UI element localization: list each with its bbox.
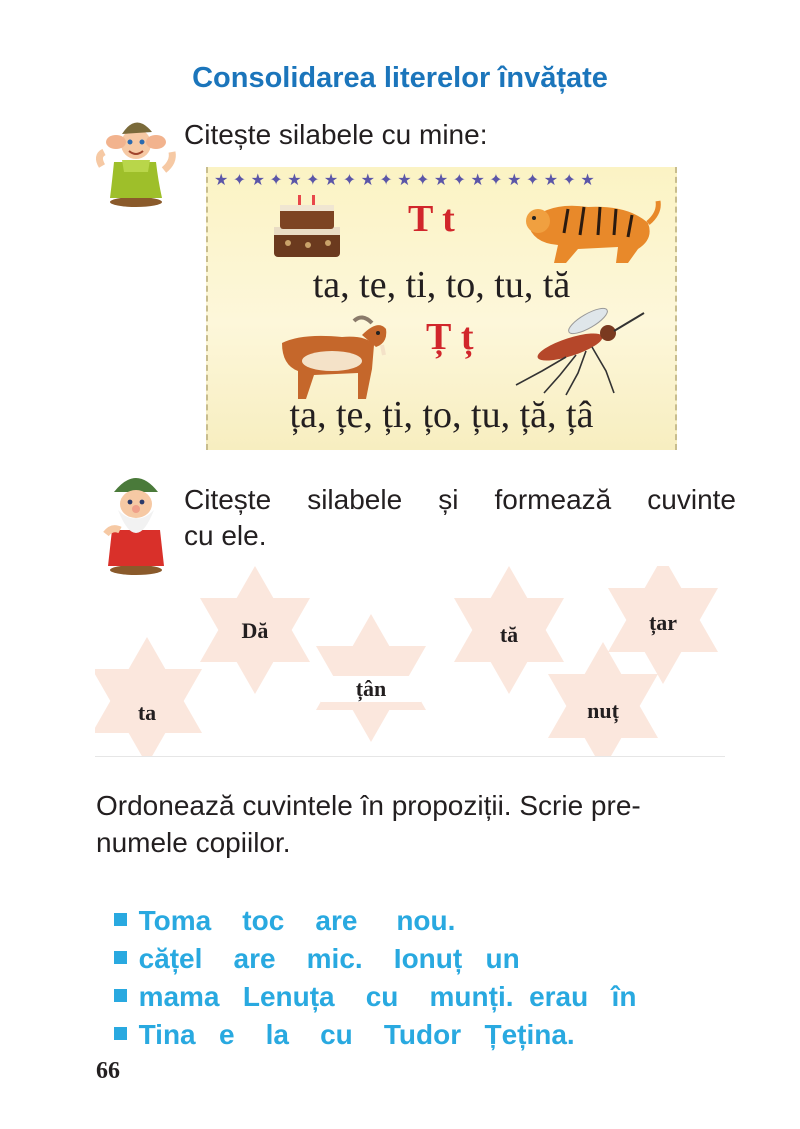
star-label-da: Dă [241,618,269,643]
syllables-t: ta, te, ti, to, tu, tă [312,264,571,306]
star-border-decoration [208,167,675,193]
instruction-form-words-line1: Citește silabele și formează cuvinte [184,484,736,515]
letter-tz-heading: Ț ț [426,316,474,358]
cake-illustration [268,193,346,263]
instruction-form-words-line2: cu ele. [184,520,267,551]
dwarf-dopey-illustration [92,112,180,208]
page-title: Consolidarea literelor învățate [192,62,608,94]
sentence-1-text: Toma toc are nou. [138,905,456,936]
letter-t-heading: T t [408,198,455,240]
mosquito-illustration [490,303,650,399]
star-label-nut: nuț [587,698,619,723]
bullet-square [114,1027,127,1040]
syllable-card [206,167,677,450]
star-label-ta2: tă [499,622,519,647]
ordering-instruction [96,787,736,861]
goat-illustration [262,313,392,401]
dwarf-bashful-illustration [96,470,176,576]
star-label-tan: țân [321,676,421,702]
ordering-instruction-line2: numele copiilor. [96,827,291,858]
syllables-tz: ța, țe, ți, țo, țu, ță, țâ [289,394,594,436]
page-number: 66 [96,1058,120,1084]
sentence-4 [98,987,575,1051]
sentence-3-text: mama Lenuța cu munți. erau în [138,981,637,1012]
syllable-stars [95,566,725,757]
star-ta [95,637,202,756]
stars-graphic [95,566,725,756]
tiger-illustration [518,193,662,265]
sentence-4-text: Tina e la cu Tudor Țețina. [138,1019,575,1050]
star-label-ta: ta [137,700,157,725]
instruction-read-syllables: Citește silabele cu mine: [184,119,488,150]
ordering-instruction-line1: Ordonează cuvintele în propoziții. Scrie pre- [96,790,641,821]
svg-text:★ ✦ ★ ✦ ★ ✦ ★ ✦ ★ ✦ ★ ✦ ★ ✦ ★: ★ ✦ ★ ✦ ★ ✦ ★ ✦ ★ ✦ ★ ✦ ★ ✦ ★ ✦ ★ ✦ ★ ✦ ★ [214,172,595,189]
sentence-2-text: cățel are mic. Ionuț un [138,943,520,974]
star-label-tar: țar [648,610,678,635]
